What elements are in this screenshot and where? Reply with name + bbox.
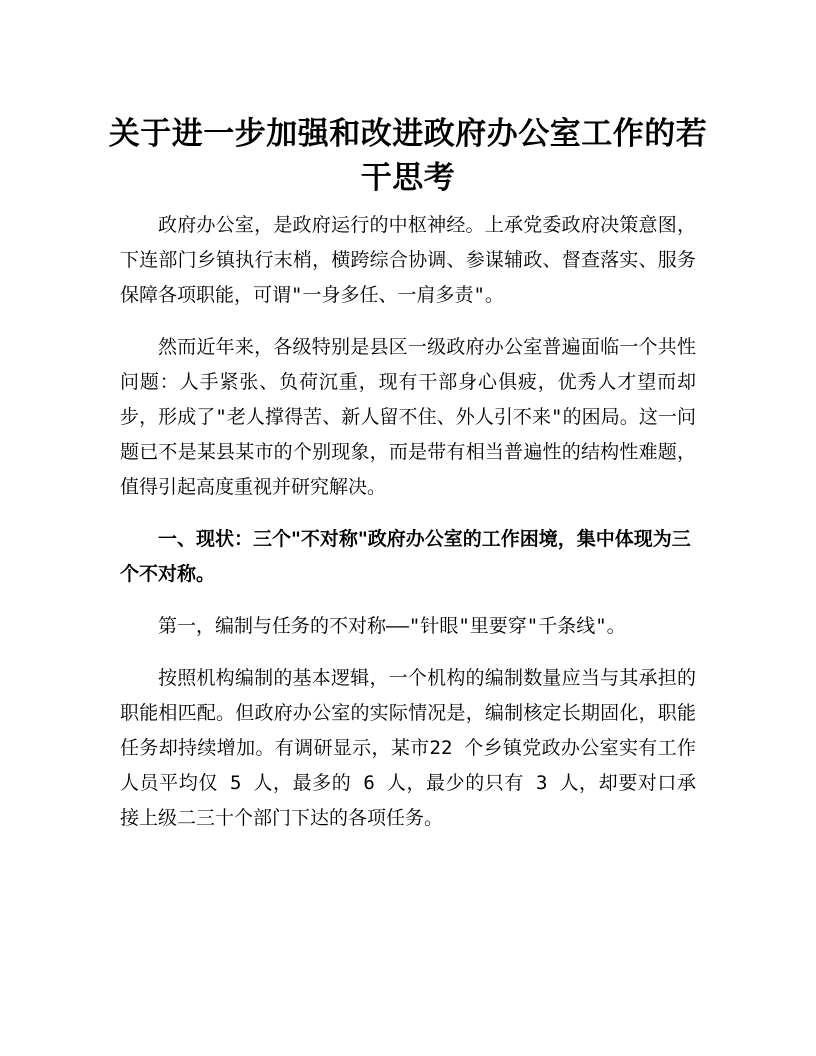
subsection-heading: 第一，编制与任务的不对称——"针眼"里要穿"千条线"。 <box>158 615 626 637</box>
paragraph-intro: 政府办公室，是政府运行的中枢神经。上承党委政府决策意图，下连部门乡镇执行末梢，横跨综合协调、参谋辅政、督查落实、服务保障各项职能，可谓"一身多任、一肩多责"。 <box>120 214 696 306</box>
paragraph-problem: 然而近年来，各级特别是县区一级政府办公室普遍面临一个共性问题：人手紧张、负荷沉重，现有干部身心俱疲，优秀人才望而却步，形成了"老人撑得苦、新人留不住、外人引不来"的困局。这一问题已不是某县某市的个别现象，而是带有相当普遍性的结构性难题，值得引起高度重视并研究解决。 <box>120 336 696 498</box>
document-body <box>120 208 696 853</box>
section-heading: 一、现状：三个"不对称"政府办公室的工作困境，集中体现为三个不对称。 <box>120 528 691 585</box>
paragraph-staffing: 按照机构编制的基本逻辑，一个机构的编制数量应当与其承担的职能相匹配。但政府办公室的实际情况是，编制核定长期固化，职能任务却持续增加。有调研显示，某市22 个乡镇党政办公室实有工作人员平均仅 5 人，最多的 6 人，最少的只有 3 人，却要对口承接上级二三十个部门下达的各项任务。 <box>120 667 696 829</box>
document-title: 关于进一步加强和改进政府办公室工作的若干思考 <box>108 116 708 196</box>
